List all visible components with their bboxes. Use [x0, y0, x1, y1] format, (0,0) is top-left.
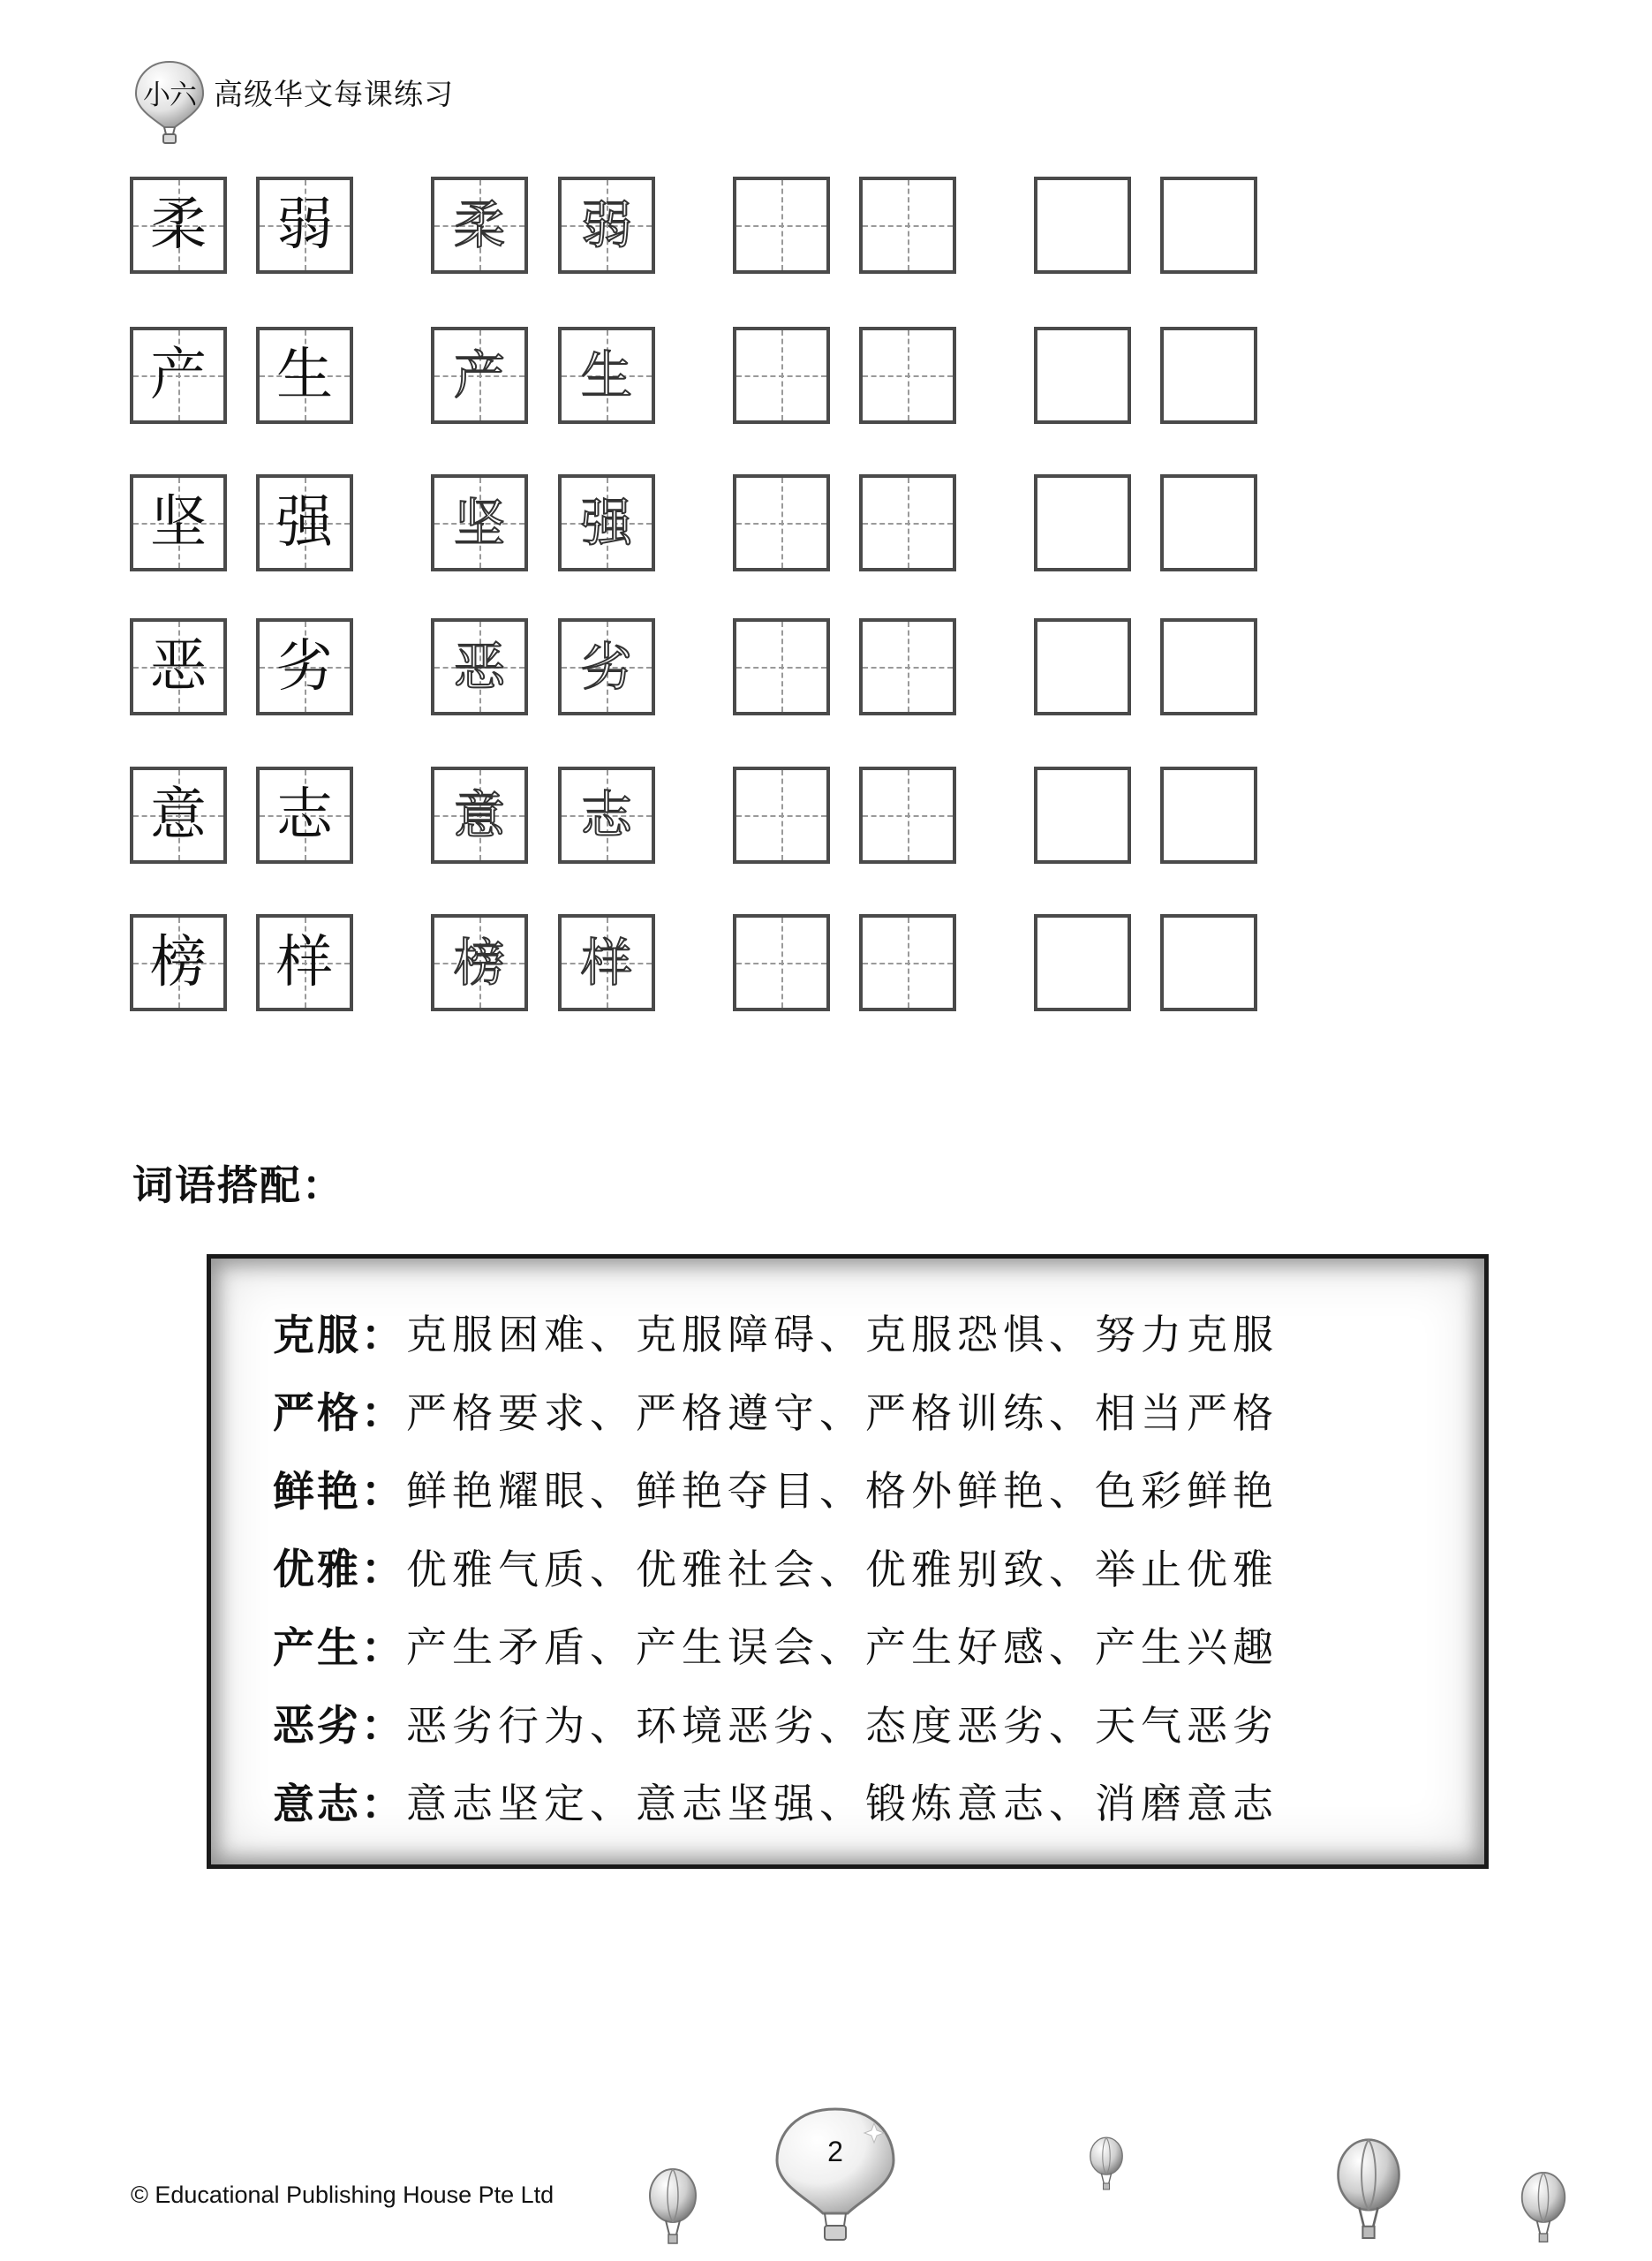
model-character-cell: [130, 767, 227, 864]
model-character-cell: [256, 327, 353, 424]
tracing-character-cell: [558, 474, 655, 571]
balloon-decoration-icon: [1519, 2171, 1568, 2247]
balloon-decoration-icon: [1088, 2136, 1125, 2194]
vocab-entry: [273, 1457, 1279, 1519]
model-character: 弱: [276, 193, 333, 258]
practice-grid-cell: [859, 914, 956, 1011]
tracing-character: 产: [453, 345, 505, 405]
vocab-collocations: 恶劣行为、环境恶劣、态度恶劣、天气恶劣: [406, 1701, 1279, 1750]
tracing-character-cell: [431, 327, 528, 424]
practice-grid-cell: [733, 618, 830, 715]
model-character: 强: [276, 490, 333, 556]
vocab-colon: ：: [361, 1702, 403, 1751]
practice-grid-cell: [733, 327, 830, 424]
blank-writing-box: [1034, 914, 1131, 1011]
practice-grid-cell: [859, 618, 956, 715]
practice-grid-cell: [859, 177, 956, 274]
vocab-collocations: 鲜艳耀眼、鲜艳夺目、格外鲜艳、色彩鲜艳: [406, 1467, 1279, 1515]
tracing-character: 样: [580, 933, 632, 993]
tracing-character: 弱: [580, 195, 632, 255]
model-character: 坚: [150, 490, 207, 556]
blank-writing-box: [1160, 327, 1257, 424]
practice-grid-cell: [859, 327, 956, 424]
blank-writing-box: [1160, 474, 1257, 571]
model-character-cell: [256, 914, 353, 1011]
section-title: 词语搭配：: [132, 1161, 344, 1209]
book-title: 高级华文每课练习: [214, 77, 454, 111]
model-character-cell: [130, 914, 227, 1011]
vocab-entry: [273, 1301, 1279, 1363]
tracing-character-cell: [431, 177, 528, 274]
vocab-colon: ：: [361, 1780, 403, 1829]
tracing-character-cell: [431, 618, 528, 715]
writing-practice-grid: [0, 0, 1652, 1025]
practice-grid-cell: [733, 767, 830, 864]
blank-writing-box: [1160, 177, 1257, 274]
tracing-character: 坚: [453, 493, 505, 553]
tracing-character-cell: [558, 177, 655, 274]
vocab-collocations: 意志坚定、意志坚强、锻炼意志、消磨意志: [406, 1780, 1279, 1827]
model-character: 榜: [150, 930, 207, 995]
model-character: 产: [150, 343, 207, 408]
tracing-character: 意: [453, 785, 505, 845]
tracing-character: 生: [580, 345, 632, 405]
vocab-headword: 产生: [273, 1623, 361, 1673]
blank-writing-box: [1034, 327, 1131, 424]
model-character-cell: [256, 767, 353, 864]
page-number-balloon-icon: [770, 2104, 901, 2245]
grade-badge: 小六: [143, 79, 196, 111]
tracing-character: 柔: [453, 195, 505, 255]
tracing-character-cell: [431, 767, 528, 864]
blank-writing-box: [1034, 618, 1131, 715]
practice-grid-cell: [733, 177, 830, 274]
vocab-colon: ：: [361, 1623, 403, 1673]
blank-writing-box: [1160, 618, 1257, 715]
tracing-character-cell: [558, 618, 655, 715]
blank-writing-box: [1034, 767, 1131, 864]
model-character-cell: [130, 618, 227, 715]
model-character-cell: [256, 618, 353, 715]
tracing-character: 榜: [453, 933, 505, 993]
model-character: 样: [276, 930, 333, 995]
vocab-entry: [273, 1770, 1279, 1832]
vocab-collocations: 克服困难、克服障碍、克服恐惧、努力克服: [406, 1311, 1279, 1358]
blank-writing-box: [1034, 474, 1131, 571]
practice-grid-cell: [733, 474, 830, 571]
model-character: 意: [150, 783, 207, 848]
page-number: 2: [827, 2136, 843, 2167]
model-character: 劣: [276, 634, 333, 699]
vocab-collocations: 优雅气质、优雅社会、优雅别致、举止优雅: [406, 1545, 1279, 1593]
vocab-headword: 意志: [273, 1780, 361, 1829]
model-character-cell: [130, 177, 227, 274]
copyright-notice: © Educational Publishing House Pte Ltd: [131, 2182, 554, 2208]
blank-writing-box: [1034, 177, 1131, 274]
tracing-character-cell: [431, 474, 528, 571]
tracing-character: 劣: [580, 637, 632, 697]
vocab-collocations: 严格要求、严格遵守、严格训练、相当严格: [406, 1388, 1279, 1437]
model-character-cell: [130, 474, 227, 571]
practice-grid-cell: [859, 474, 956, 571]
model-character: 志: [276, 783, 333, 848]
balloon-decoration-icon: [646, 2167, 699, 2249]
model-character-cell: [256, 474, 353, 571]
model-character-cell: [256, 177, 353, 274]
vocab-colon: ：: [361, 1311, 403, 1360]
vocab-entry: [273, 1380, 1279, 1441]
model-character: 柔: [150, 193, 207, 258]
practice-grid-cell: [859, 767, 956, 864]
vocab-colon: ：: [361, 1546, 403, 1594]
practice-grid-cell: [733, 914, 830, 1011]
model-character: 生: [276, 343, 333, 408]
vocab-headword: 鲜艳: [273, 1467, 361, 1516]
balloon-decoration-icon: [1333, 2137, 1404, 2245]
model-character-cell: [130, 327, 227, 424]
vocab-colon: ：: [361, 1467, 403, 1516]
vocab-entry: [273, 1614, 1279, 1675]
tracing-character-cell: [558, 767, 655, 864]
tracing-character: 强: [580, 493, 632, 553]
vocab-entry: [273, 1536, 1279, 1598]
vocab-collocations: 产生矛盾、产生误会、产生好感、产生兴趣: [406, 1623, 1279, 1671]
tracing-character-cell: [431, 914, 528, 1011]
vocab-headword: 严格: [273, 1389, 361, 1438]
tracing-character-cell: [558, 327, 655, 424]
tracing-character-cell: [558, 914, 655, 1011]
vocab-headword: 克服: [273, 1311, 361, 1360]
tracing-character: 恶: [453, 637, 505, 697]
blank-writing-box: [1160, 767, 1257, 864]
blank-writing-box: [1160, 914, 1257, 1011]
vocab-entry: [273, 1692, 1279, 1754]
vocabulary-box: [207, 1254, 1489, 1869]
vocab-colon: ：: [361, 1389, 403, 1438]
tracing-character: 志: [580, 785, 632, 845]
model-character: 恶: [150, 634, 207, 699]
vocab-headword: 优雅: [273, 1546, 361, 1594]
vocab-headword: 恶劣: [273, 1702, 361, 1751]
